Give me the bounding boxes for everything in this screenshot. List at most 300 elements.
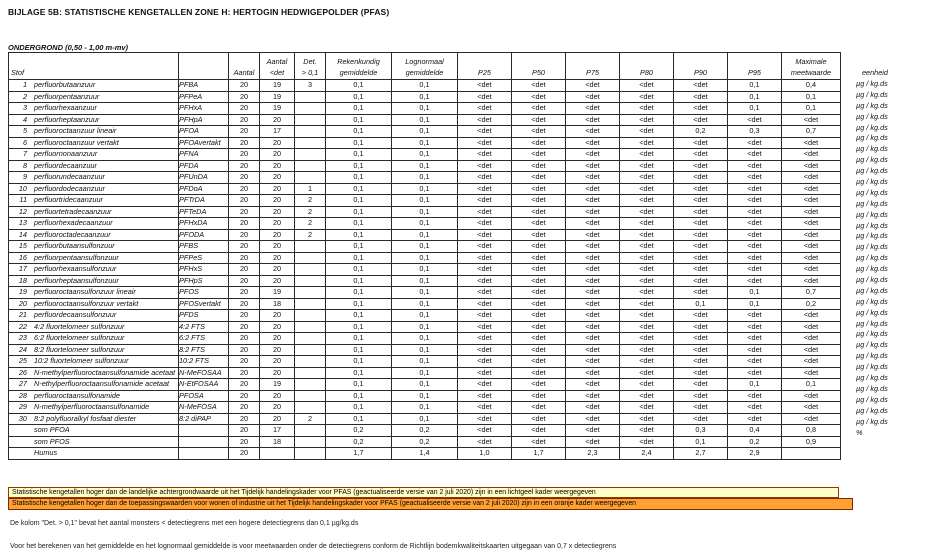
cell-p95: <det [728,367,782,379]
cell-rekenkundig-gemiddelde: 0,1 [326,379,392,391]
cell-p80: <det [620,206,674,218]
substance-abbr: 8:2 diPAP [179,413,229,425]
cell-stof [9,344,179,356]
substance-abbr: PFTeDA [179,206,229,218]
cell-p90: <det [674,264,728,276]
cell-p25: <det [458,80,512,92]
legend-oranje-kader: Statistische kengetallen hoger dan de toepassingswaarden voor wonen of industrie uit het Tijdelijk handelingskader voor PFAS (geactualiseerde versie van 2 juli 2020) zijn in een oranje kader weergegeven [8,498,853,510]
note-calculation: Voor het berekenen van het gemiddelde en het lognormaal gemiddelde is voor meetwaarden onder de detectiegrens conform de Richtlijn bodemkwaliteitskaarten uitgegaan van 0,7 x detectiegrens [10,543,617,550]
cell-aantal: 20 [229,80,260,92]
substance-name: perfluortetradecaanzuur [34,206,112,216]
cell-p90: <det [674,172,728,184]
substance-name: perfluoroctaanzuur lineair [34,126,117,135]
unit-value: µg / kg.ds [856,307,888,317]
cell-det-01 [295,379,326,391]
cell-max-meetwaarde: <det [782,114,841,126]
row-number: 25 [18,356,27,365]
row-number: 3 [22,103,27,112]
substance-name: perfluorpentaanzuur [34,91,100,101]
unit-value: µg / kg.ds [856,177,888,187]
cell-p90: <det [674,160,728,172]
cell-p95: <det [728,310,782,322]
cell-p75: <det [566,91,620,103]
cell-lognormaal-gemiddelde: 0,1 [392,298,458,310]
table-row [9,103,841,115]
cell-max-meetwaarde: 0,7 [782,126,841,138]
substance-abbr: PFHxDA [179,218,229,230]
cell-aantal: 20 [229,149,260,161]
row-number: 21 [18,310,27,319]
cell-stof [9,298,179,310]
cell-aantal: 20 [229,195,260,207]
cell-p95: <det [728,149,782,161]
cell-aantal-det: 19 [260,91,295,103]
cell-det-01 [295,114,326,126]
cell-max-meetwaarde: <det [782,229,841,241]
row-number: 28 [18,390,27,400]
cell-lognormaal-gemiddelde: 0,1 [392,91,458,103]
table-header [9,53,841,80]
substance-abbr: PFHpS [179,275,229,287]
cell-p50: <det [512,321,566,333]
cell-p90: <det [674,287,728,299]
cell-aantal: 20 [229,390,260,402]
cell-aantal-det: 19 [260,103,295,115]
cell-p90: <det [674,80,728,92]
row-number: 22 [18,321,27,331]
substance-abbr: PFOSA [179,390,229,402]
cell-p95: 0,2 [728,436,782,448]
cell-aantal: 20 [229,91,260,103]
unit-value: µg / kg.ds [856,340,888,350]
cell-stof [9,183,179,195]
cell-p50: <det [512,229,566,241]
row-number: 12 [18,206,27,216]
cell-p80: <det [620,344,674,356]
cell-max-meetwaarde: <det [782,367,841,379]
cell-p90: <det [674,195,728,207]
unit-value: µg / kg.ds [856,220,888,230]
cell-p75: <det [566,264,620,276]
cell-p25: <det [458,160,512,172]
cell-p50: <det [512,390,566,402]
cell-aantal-det: 20 [260,390,295,402]
section-subtitle: ONDERGROND (0,50 - 1,00 m-mv) [8,43,129,52]
row-number: 24 [18,344,27,354]
substance-name: perfluordecaansulfonzuur [34,310,117,319]
cell-p80: <det [620,356,674,368]
cell-aantal: 20 [229,333,260,345]
cell-p50: <det [512,114,566,126]
cell-p25: <det [458,436,512,448]
cell-rekenkundig-gemiddelde: 0,1 [326,114,392,126]
cell-rekenkundig-gemiddelde: 0,1 [326,229,392,241]
cell-p95: 0,4 [728,425,782,437]
cell-max-meetwaarde: <det [782,160,841,172]
cell-p80: <det [620,367,674,379]
cell-p90: <det [674,229,728,241]
cell-lognormaal-gemiddelde: 0,1 [392,310,458,322]
substance-name: perfluoroctadecaanzuur [34,229,111,239]
row-number: 19 [18,287,27,296]
cell-p75: <det [566,241,620,253]
col-p50: P50 [512,53,566,80]
cell-p25: <det [458,241,512,253]
cell-lognormaal-gemiddelde: 0,1 [392,275,458,287]
cell-p50: <det [512,287,566,299]
unit-value: µg / kg.ds [856,253,888,263]
cell-p80: <det [620,80,674,92]
unit-value: µg / kg.ds [856,296,888,306]
cell-stof [9,425,179,437]
cell-aantal: 20 [229,114,260,126]
cell-rekenkundig-gemiddelde: 0,1 [326,218,392,230]
unit-value: µg / kg.ds [856,89,888,99]
cell-aantal-det: 20 [260,241,295,253]
cell-det-01: 3 [295,80,326,92]
cell-p80: <det [620,149,674,161]
cell-p90: 0,3 [674,425,728,437]
cell-p75: <det [566,126,620,138]
table-row [9,91,841,103]
substance-name: 6:2 fluortelomeer sulfonzuur [34,333,125,342]
cell-aantal: 20 [229,413,260,425]
cell-aantal: 20 [229,356,260,368]
cell-det-01 [295,321,326,333]
row-number: 1 [22,80,27,89]
cell-p50: <det [512,344,566,356]
cell-det-01 [295,126,326,138]
substance-abbr: PFDoA [179,183,229,195]
cell-lognormaal-gemiddelde: 0,1 [392,80,458,92]
substance-name: perfluorbutaanzuur [34,80,96,89]
table-row [9,241,841,253]
cell-det-01 [295,275,326,287]
cell-aantal-det: 17 [260,425,295,437]
cell-p80: <det [620,218,674,230]
cell-aantal-det: 20 [260,264,295,276]
cell-p95: <det [728,402,782,414]
substance-name: som PFOS [34,436,70,446]
cell-p75: <det [566,436,620,448]
cell-p75: <det [566,275,620,287]
cell-p75: <det [566,137,620,149]
cell-p90: <det [674,183,728,195]
table-row [9,172,841,184]
cell-stof [9,80,179,92]
unit-value: µg / kg.ds [856,362,888,372]
row-number: 11 [19,195,27,204]
cell-p80: <det [620,172,674,184]
cell-p50: <det [512,252,566,264]
cell-det-01 [295,252,326,264]
cell-det-01 [295,425,326,437]
table-row [9,126,841,138]
cell-lognormaal-gemiddelde: 0,1 [392,195,458,207]
cell-aantal-det: 20 [260,413,295,425]
cell-p50: <det [512,91,566,103]
row-number: 29 [18,402,27,411]
unit-value: µg / kg.ds [856,111,888,121]
cell-aantal: 20 [229,310,260,322]
cell-lognormaal-gemiddelde: 0,1 [392,183,458,195]
substance-name: perfluoroctaansulfonamide [34,390,120,400]
cell-p90: <det [674,321,728,333]
substance-abbr: PFPeA [179,91,229,103]
cell-p90: <det [674,344,728,356]
cell-p95: <det [728,206,782,218]
cell-rekenkundig-gemiddelde: 0,1 [326,275,392,287]
cell-aantal-det: 17 [260,126,295,138]
cell-aantal-det: 20 [260,321,295,333]
cell-rekenkundig-gemiddelde: 0,1 [326,413,392,425]
cell-max-meetwaarde: 0,7 [782,287,841,299]
cell-aantal: 20 [229,137,260,149]
cell-lognormaal-gemiddelde: 0,1 [392,413,458,425]
cell-p25: <det [458,149,512,161]
row-number: 2 [22,91,27,101]
cell-max-meetwaarde: 0,9 [782,436,841,448]
cell-p80: <det [620,183,674,195]
cell-lognormaal-gemiddelde: 0,1 [392,218,458,230]
row-number: 13 [18,218,27,227]
cell-rekenkundig-gemiddelde: 0,1 [326,287,392,299]
cell-lognormaal-gemiddelde: 0,1 [392,172,458,184]
cell-p95: <det [728,275,782,287]
cell-aantal: 20 [229,229,260,241]
cell-rekenkundig-gemiddelde: 0,1 [326,149,392,161]
substance-name: N-methylperfluoroctaansulfonamide acetaat [34,367,176,377]
cell-p95: 0,1 [728,287,782,299]
cell-stof [9,333,179,345]
row-number: 16 [18,252,27,262]
cell-p25: <det [458,172,512,184]
cell-rekenkundig-gemiddelde: 0,1 [326,356,392,368]
cell-p75: <det [566,425,620,437]
cell-p80: <det [620,321,674,333]
cell-aantal: 20 [229,344,260,356]
cell-p95: 0,1 [728,103,782,115]
substance-abbr: 4:2 FTS [179,321,229,333]
cell-det-01 [295,241,326,253]
cell-p25: <det [458,425,512,437]
cell-aantal: 20 [229,126,260,138]
cell-p90: <det [674,206,728,218]
substance-name: perfluornonaanzuur [34,149,98,158]
substance-name: perfluorheptaanzuur [34,114,100,124]
col-p95: P95 [728,53,782,80]
cell-rekenkundig-gemiddelde: 0,1 [326,103,392,115]
cell-p75: <det [566,80,620,92]
cell-p50: <det [512,80,566,92]
cell-p95: <det [728,114,782,126]
cell-stof [9,195,179,207]
row-number: 5 [22,126,27,135]
cell-aantal: 20 [229,379,260,391]
cell-lognormaal-gemiddelde: 0,1 [392,333,458,345]
cell-p75: <det [566,195,620,207]
cell-max-meetwaarde: <det [782,137,841,149]
cell-p90: <det [674,114,728,126]
cell-aantal-det: 20 [260,195,295,207]
substance-abbr [179,448,229,460]
cell-p95: <det [728,241,782,253]
table-row [9,333,841,345]
cell-lognormaal-gemiddelde: 0,1 [392,367,458,379]
cell-aantal-det: 18 [260,298,295,310]
cell-max-meetwaarde: <det [782,183,841,195]
cell-aantal-det: 18 [260,436,295,448]
cell-aantal: 20 [229,160,260,172]
cell-rekenkundig-gemiddelde: 0,2 [326,425,392,437]
cell-aantal-det: 20 [260,310,295,322]
cell-rekenkundig-gemiddelde: 0,1 [326,321,392,333]
unit-value: µg / kg.ds [856,242,888,252]
table-row [9,206,841,218]
table-row [9,80,841,92]
cell-lognormaal-gemiddelde: 0,1 [392,149,458,161]
row-number: 14 [18,229,27,239]
cell-lognormaal-gemiddelde: 0,1 [392,379,458,391]
row-number: 9 [22,172,27,181]
table-row [9,390,841,402]
cell-p90: <det [674,333,728,345]
cell-rekenkundig-gemiddelde: 0,1 [326,367,392,379]
cell-stof [9,126,179,138]
cell-rekenkundig-gemiddelde: 0,1 [326,80,392,92]
unit-header: eenheid [862,68,888,77]
cell-p95: <det [728,344,782,356]
substance-abbr: PFTrDA [179,195,229,207]
cell-det-01 [295,310,326,322]
cell-p95: <det [728,264,782,276]
cell-max-meetwaarde: <det [782,275,841,287]
substance-name: perfluordodecaanzuur [34,183,105,193]
cell-p25: <det [458,229,512,241]
cell-p50: <det [512,183,566,195]
table-row [9,413,841,425]
unit-value: µg / kg.ds [856,187,888,197]
cell-lognormaal-gemiddelde: 0,1 [392,252,458,264]
substance-name: perfluorheptaansulfonzuur [34,275,119,285]
unit-value: % [856,427,863,437]
cell-p25: <det [458,137,512,149]
cell-p75: <det [566,160,620,172]
cell-rekenkundig-gemiddelde: 0,2 [326,436,392,448]
cell-p90: 0,2 [674,126,728,138]
row-number: 6 [22,137,27,147]
col-rekenkundig-gemiddelde: Rekenkundig gemiddelde [326,53,392,80]
cell-det-01: 1 [295,183,326,195]
unit-value: µg / kg.ds [856,122,888,132]
cell-aantal: 20 [229,218,260,230]
cell-max-meetwaarde: <det [782,218,841,230]
substance-name: Humus [34,448,58,457]
cell-rekenkundig-gemiddelde: 0,1 [326,126,392,138]
substance-name: perfluorhexaansulfonzuur [34,264,117,273]
table-row [9,436,841,448]
substance-abbr: PFDA [179,160,229,172]
cell-stof [9,103,179,115]
cell-p75: <det [566,402,620,414]
cell-p75: <det [566,367,620,379]
cell-max-meetwaarde: <det [782,390,841,402]
cell-p90: 0,1 [674,436,728,448]
cell-lognormaal-gemiddelde: 0,1 [392,114,458,126]
table-row [9,356,841,368]
unit-value: µg / kg.ds [856,416,888,426]
unit-value: µg / kg.ds [856,166,888,176]
substance-abbr: 6:2 FTS [179,333,229,345]
cell-p50: 1,7 [512,448,566,460]
cell-p90: <det [674,218,728,230]
cell-p80: <det [620,310,674,322]
cell-p75: <det [566,149,620,161]
cell-max-meetwaarde: <det [782,264,841,276]
cell-stof [9,160,179,172]
col-p80: P80 [620,53,674,80]
cell-stof [9,321,179,333]
cell-stof [9,390,179,402]
col-p90: P90 [674,53,728,80]
unit-value: µg / kg.ds [856,383,888,393]
substance-abbr: PFHxS [179,264,229,276]
unit-value: µg / kg.ds [856,144,888,154]
cell-stof [9,448,179,460]
cell-max-meetwaarde [782,448,841,460]
cell-p80: <det [620,287,674,299]
col-p25: P25 [458,53,512,80]
cell-aantal-det: 19 [260,287,295,299]
cell-lognormaal-gemiddelde: 0,1 [392,241,458,253]
table-row [9,195,841,207]
cell-aantal-det: 20 [260,367,295,379]
page-title: BIJLAGE 5B: STATISTISCHE KENGETALLEN ZONE H: HERTOGIN HEDWIGEPOLDER (PFAS) [8,7,390,17]
substance-name: 8:2 fluortelomeer sulfonzuur [34,344,125,354]
cell-p75: <det [566,183,620,195]
cell-p25: <det [458,287,512,299]
cell-p50: <det [512,264,566,276]
cell-aantal-det: 19 [260,379,295,391]
cell-det-01 [295,390,326,402]
table-row [9,218,841,230]
cell-stof [9,310,179,322]
cell-p90: <det [674,379,728,391]
cell-rekenkundig-gemiddelde: 0,1 [326,310,392,322]
unit-value: µg / kg.ds [856,209,888,219]
cell-p75: <det [566,218,620,230]
cell-p80: <det [620,229,674,241]
cell-p80: 2,4 [620,448,674,460]
substance-name: perfluorbutaansulfonzuur [34,241,115,250]
cell-aantal: 20 [229,252,260,264]
cell-lognormaal-gemiddelde: 0,1 [392,390,458,402]
cell-max-meetwaarde: <det [782,310,841,322]
cell-p25: <det [458,344,512,356]
cell-lognormaal-gemiddelde: 0,1 [392,229,458,241]
cell-rekenkundig-gemiddelde: 0,1 [326,252,392,264]
cell-p25: <det [458,126,512,138]
substance-name: perfluorundecaanzuur [34,172,105,181]
substance-abbr: PFOS [179,287,229,299]
cell-p90: <det [674,356,728,368]
cell-p75: <det [566,310,620,322]
cell-p90: <det [674,103,728,115]
cell-p95: <det [728,183,782,195]
substance-name: N-ethylperfluoroctaansulfonamide acetaat [34,379,170,388]
cell-p75: <det [566,172,620,184]
unit-value: µg / kg.ds [856,285,888,295]
